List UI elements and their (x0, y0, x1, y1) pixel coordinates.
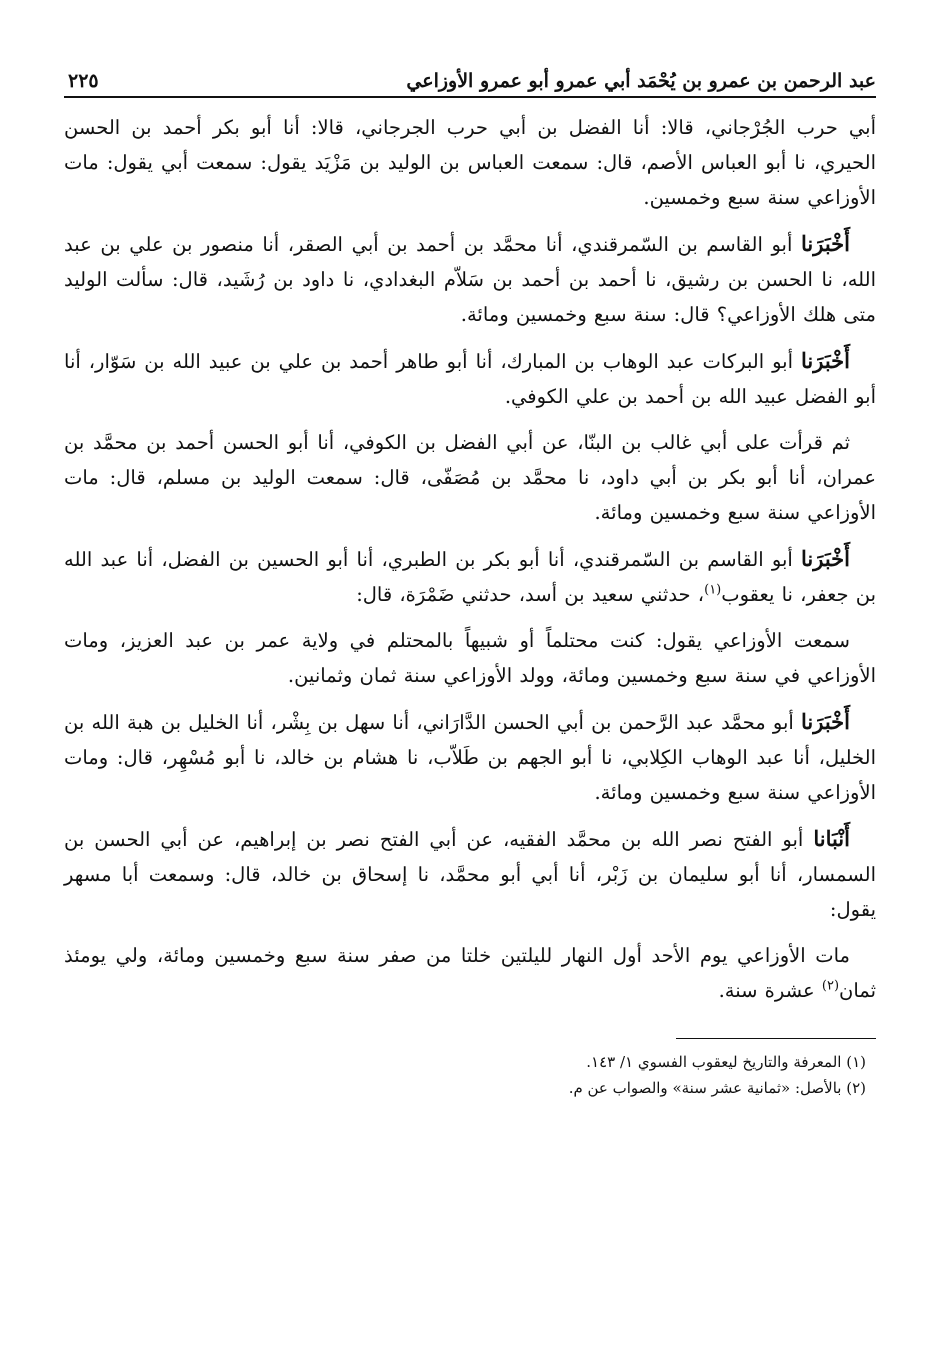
paragraph (64, 343, 876, 414)
paragraph-text: أبو القاسم بن السّمرقندي، أنا أبو بكر بن الطبري، أنا أبو الحسين بن الفضل، أنا عبد الله بن جعفر، نا يعقوب (64, 548, 876, 606)
keyword-anbana: أَنْبَانا (813, 826, 850, 851)
paragraph-text: مات الأوزاعي يوم الأحد أول النهار لليلتين خلتا من صفر سنة سبع وخمسين ومائة، ولي يومئذ ثمان (64, 944, 876, 1002)
footnote-ref-1[interactable]: (١) (704, 582, 722, 598)
paragraph (64, 541, 876, 612)
footnote-divider (676, 1038, 876, 1039)
page-header (64, 58, 876, 98)
keyword-akhbarana: أَخْبَرَنا (801, 546, 850, 571)
footnotes (64, 1049, 876, 1101)
page-body (64, 110, 876, 1008)
paragraph (64, 821, 876, 927)
paragraph-text: ثم قرأت على أبي غالب بن البنّا، عن أبي الفضل بن الكوفي، أنا أبو الحسن أحمد بن محمَّد بن عمران، أنا أبو بكر بن أبي داود، نا محمَّد بن مُصَفّى، قال: سمعت الوليد بن مسلم، قال: مات الأوزاعي سنة سبع وخمسين ومائة. (64, 431, 876, 524)
paragraph (64, 425, 876, 530)
footnote-2: (٢) بالأصل: «ثمانية عشر سنة» والصواب عن م. (568, 1079, 866, 1097)
footnote-1: (١) المعرفة والتاريخ ليعقوب الفسوي ١/ ١٤٣. (586, 1053, 866, 1071)
paragraph (64, 704, 876, 810)
paragraph-text: سمعت الأوزاعي يقول: كنت محتلماً أو شبيهاً بالمحتلم في ولاية عمر بن عبد العزيز، ومات الأوزاعي في سنة سبع وخمسين ومائة، وولد الأوزاعي سنة ثمان وثمانين. (64, 629, 876, 687)
paragraph-text: أبو محمَّد عبد الرَّحمن بن أبي الحسن الدَّارَاني، أنا سهل بن بِشْر، أنا الخليل بن هبة الله بن الخليل، أنا عبد الوهاب الكِلابي، نا أبو الجهم بن طَلاّب، نا هشام بن خالد، نا أبو مُسْهِر، قال: ومات الأوزاعي سنة سبع وخمسين ومائة. (64, 711, 876, 804)
keyword-akhbarana: أَخْبَرَنا (801, 348, 850, 373)
paragraph-text-continued: ، حدثني سعيد بن أسد، حدثني ضَمْرَة، قال: (356, 583, 705, 606)
paragraph-text: أبو القاسم بن السّمرقندي، أنا محمَّد بن أحمد بن أبي الصقر، أنا منصور بن علي بن عبد الله، نا الحسن بن رشيق، نا أحمد بن أحمد بن سَلاّم البغدادي، نا داود بن رُشَيد، قال: سألت الوليد متى هلك الأوزاعي؟ قال: سنة سبع وخمسين ومائة. (64, 233, 876, 326)
footnote-ref-2[interactable]: (٢) (821, 978, 840, 994)
paragraph (64, 623, 876, 693)
paragraph (64, 110, 876, 215)
book-page (64, 58, 876, 1101)
paragraph (64, 938, 876, 1008)
paragraph-text-continued: عشرة سنة. (718, 979, 822, 1002)
paragraph (64, 226, 876, 332)
paragraph-text: أبي حرب الجُرْجاني، قالا: أنا الفضل بن أبي حرب الجرجاني، قالا: أنا أبو بكر أحمد بن الحسن الحيري، نا أبو العباس الأصم، قال: سمعت العباس بن الوليد بن مَزْيَد يقول: سمعت أبي يقول: مات الأوزاعي سنة سبع وخمسين. (64, 116, 876, 209)
keyword-akhbarana: أَخْبَرَنا (801, 231, 850, 256)
page-number: ٢٢٥ (68, 70, 99, 92)
running-title: عبد الرحمن بن عمرو بن يُحْمَد أبي عمرو أبو عمرو الأوزاعي (406, 70, 876, 92)
paragraph-text: أبو البركات عبد الوهاب بن المبارك، أنا أبو طاهر أحمد بن علي بن عبيد الله بن سَوّار، أنا أبو الفضل عبيد الله بن أحمد بن علي الكوفي. (64, 350, 876, 408)
keyword-akhbarana: أَخْبَرَنا (801, 709, 850, 734)
paragraph-text: أبو الفتح نصر الله بن محمَّد الفقيه، عن أبي الفتح نصر بن إبراهيم، عن أبي الحسن بن السمسار، أنا أبو سليمان بن زَبْر، أنا أبي أبو محمَّد، نا إسحاق بن خالد، قال: وسمعت أبا مسهر يقول: (64, 828, 876, 921)
